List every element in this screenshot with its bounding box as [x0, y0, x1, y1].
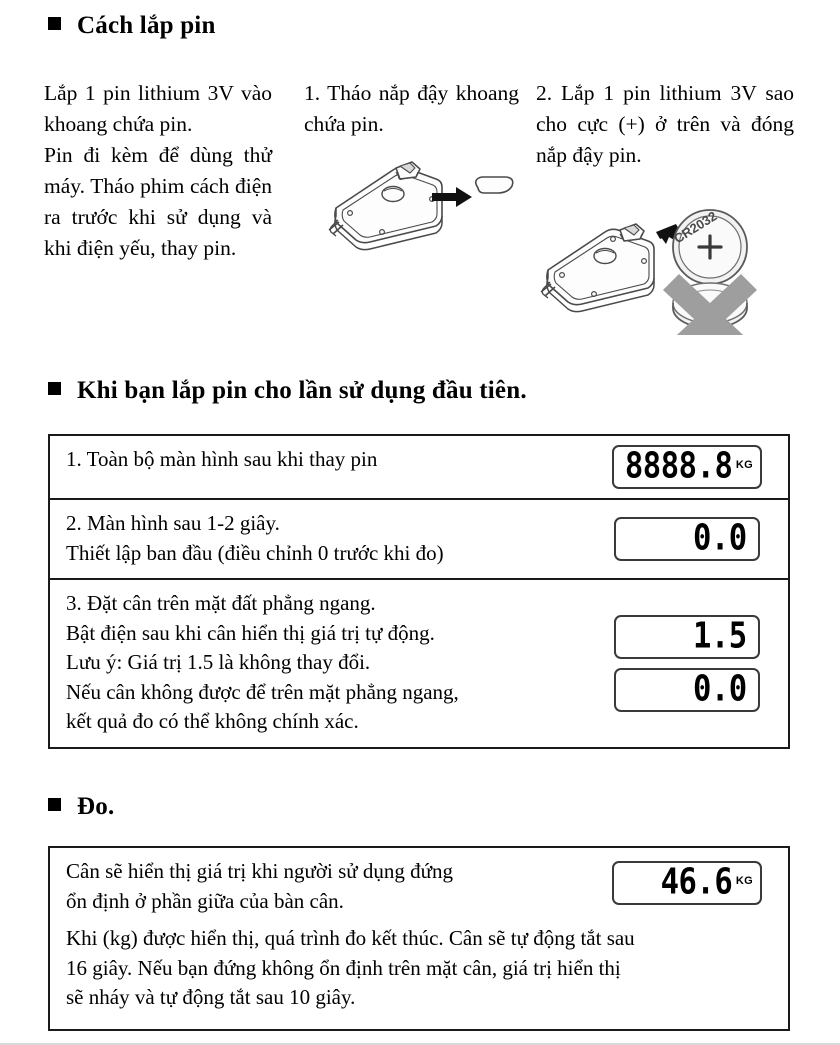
- section-heading-text: Khi bạn lắp pin cho lần sử dụng đầu tiên.: [77, 377, 527, 404]
- insulation-film: [476, 177, 513, 193]
- install-column-2: [304, 78, 519, 140]
- row-text-line: kết quả đo có thể không chính xác.: [66, 709, 359, 733]
- install-col1-paragraph-2: Pin đi kèm để dùng thử máy. Tháo phim cách điện ra trước khi sử dụng và khi điện yếu, thay pin.: [44, 143, 272, 260]
- lcd-display: [612, 445, 762, 489]
- square-bullet-icon: [48, 798, 61, 811]
- measure-table: [48, 846, 790, 1031]
- lcd-digits: 46.6: [660, 861, 732, 904]
- row-display-cell: [598, 580, 788, 747]
- lcd-display: [614, 615, 760, 659]
- first-use-table: [48, 434, 790, 749]
- section-heading-install-battery: [48, 12, 216, 40]
- row-text-line: Lưu ý: Giá trị 1.5 là không thay đổi.: [66, 650, 371, 674]
- table-row: [50, 436, 788, 500]
- row-display-cell: [598, 848, 788, 918]
- install-col1-paragraph-1: Lắp 1 pin lithium 3V vào khoang chứa pin.: [44, 81, 272, 136]
- lcd-unit: KG: [735, 459, 753, 471]
- table-row: [50, 580, 788, 747]
- cr2032-battery-correct: [671, 208, 747, 284]
- row-text-cell: [50, 848, 598, 918]
- lcd-digits: 0.0: [693, 517, 747, 560]
- install-column-3: [536, 78, 794, 171]
- row-text-line: Nếu cân không được để trên mặt phẳng ngang,: [66, 679, 459, 704]
- row-text-line: Cân sẽ hiển thị giá trị khi người sử dụng đứng: [66, 859, 454, 883]
- row-text-line: Thiết lập ban đầu (điều chỉnh 0 trước khi đo): [66, 540, 444, 565]
- row-text-line: ổn định ở phần giữa của bàn cân.: [66, 888, 344, 913]
- table-row: [50, 848, 788, 918]
- square-bullet-icon: [48, 17, 61, 30]
- battery-model-label: CR2032: [671, 208, 720, 247]
- battery-cover-piece: [620, 224, 644, 241]
- section-heading-measure: [48, 793, 114, 821]
- lcd-digits: 0.0: [693, 668, 747, 710]
- battery-insert-diagram: [530, 200, 792, 335]
- row-display-cell: [598, 500, 788, 578]
- illustration-insert-battery: [530, 200, 792, 340]
- row-text-line: 2. Màn hình sau 1-2 giây.: [66, 511, 280, 535]
- square-bullet-icon: [48, 382, 61, 395]
- lcd-digits: 1.5: [693, 615, 747, 657]
- install-column-1: [44, 78, 272, 264]
- scale-cover-removal-diagram: [296, 146, 526, 281]
- row-text-line: 1. Toàn bộ màn hình sau khi thay pin: [66, 447, 378, 471]
- lcd-display: [614, 517, 760, 561]
- lcd-display: [614, 668, 760, 712]
- row-text-line: Khi (kg) được hiển thị, quá trình đo kết thúc. Cân sẽ tự động tắt sau: [66, 926, 635, 950]
- illustration-remove-battery-cover: [296, 146, 526, 286]
- row-text-line: 16 giây. Nếu bạn đứng không ổn định trên mặt cân, giá trị hiển thị: [66, 955, 621, 980]
- install-col2-paragraph: 1. Tháo nắp đậy khoang chứa pin.: [304, 81, 519, 136]
- section-heading-first-use: [48, 377, 527, 405]
- row-text-cell: [50, 918, 788, 1029]
- row-text-line: sẽ nháy và tự động tắt sau 10 giây.: [66, 985, 356, 1009]
- row-text-cell: [50, 500, 598, 578]
- install-col3-paragraph: 2. Lắp 1 pin lithium 3V sao cho cực (+) ở trên và đóng nắp đậy pin.: [536, 81, 794, 167]
- battery-cover-piece: [396, 162, 420, 179]
- row-text-line: Bật điện sau khi cân hiển thị giá trị tự động.: [66, 620, 435, 645]
- lcd-unit: KG: [735, 875, 753, 887]
- table-row: [50, 918, 788, 1029]
- table-row: [50, 500, 788, 580]
- row-text-line: 3. Đặt cân trên mặt đất phẳng ngang.: [66, 591, 376, 615]
- row-text-cell: [50, 580, 598, 747]
- row-display-cell: [598, 436, 788, 498]
- section-heading-text: Đo.: [77, 793, 115, 820]
- lcd-digits: 8888.8: [624, 445, 732, 488]
- section-heading-text: Cách lắp pin: [77, 12, 216, 39]
- lcd-display: [612, 861, 762, 905]
- row-text-cell: [50, 436, 598, 498]
